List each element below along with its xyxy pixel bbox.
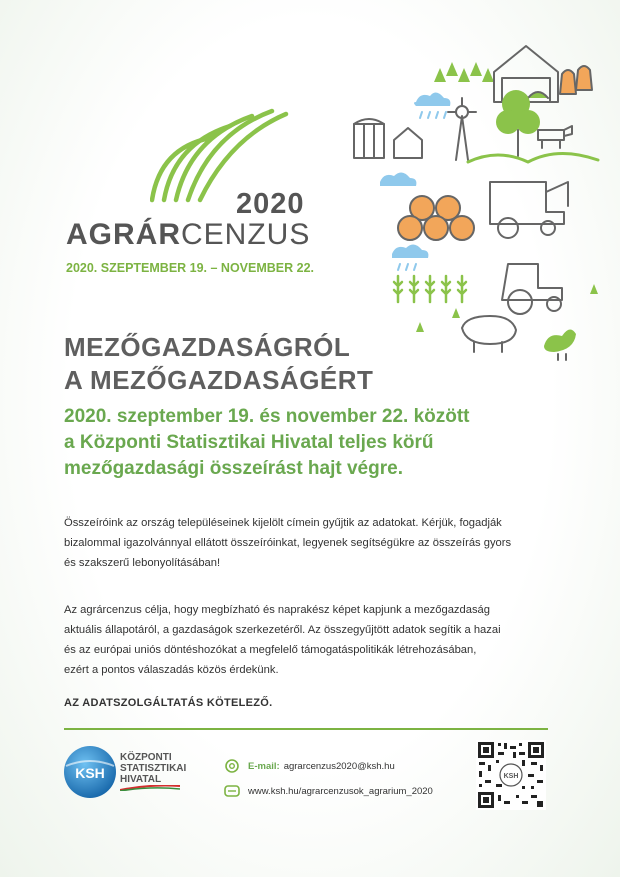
subhead-line-1: 2020. szeptember 19. és november 22. között — [64, 406, 470, 427]
ksh-name — [120, 752, 186, 785]
farm-illustration — [348, 32, 610, 372]
body-paragraph-2 — [64, 600, 554, 680]
subheadline — [64, 404, 470, 482]
para1-line: Összeíróink az ország településeinek kijelölt címein gyűjtik az adatokat. Kérjük, fogadják — [64, 517, 502, 529]
email-address[interactable]: agrarcenzus2020@ksh.hu — [283, 760, 395, 772]
ksh-badge-text: KSH — [75, 765, 105, 781]
para2-line: Az agrárcenzus célja, hogy megbízható és naprakész képet kapjunk a mezőgazdaság — [64, 604, 490, 616]
ksh-name-line: HIVATAL — [120, 774, 162, 785]
headline-line-1: MEZŐGAZDASÁGRÓL — [64, 332, 351, 362]
para2-line: ezért a pontos válaszadás közös érdekünk. — [64, 664, 279, 676]
headline — [64, 331, 373, 397]
ksh-flag-swoosh — [120, 785, 180, 791]
para1-line: bizalommal igazolvánnyal ellátott összeíróinkat, legyenek segítségükre az összeírás gyors — [64, 537, 512, 549]
contact-email — [224, 759, 395, 773]
logo-word-cenzus: CENZUS — [181, 218, 311, 251]
contact-web — [224, 784, 433, 798]
subhead-line-3: mezőgazdasági összeírást hajt végre. — [64, 458, 403, 479]
para1-line: és szakszerű lebonyolításában! — [64, 557, 221, 569]
divider — [64, 728, 548, 730]
website-link[interactable]: www.ksh.hu/agrarcenzusok_agrarium_2020 — [248, 785, 433, 797]
email-at-icon — [224, 759, 240, 773]
subhead-line-2: a Központi Statisztikai Hivatal teljes körű — [64, 432, 434, 453]
logo-dates: 2020. SZEPTEMBER 19. – NOVEMBER 22. — [66, 261, 315, 275]
web-icon — [224, 784, 240, 798]
ksh-name-line: STATISZTIKAI — [120, 763, 187, 774]
mandatory-notice: AZ ADATSZOLGÁLTATÁS KÖTELEZŐ. — [64, 697, 273, 709]
logo-word-agrar: AGRÁR — [66, 218, 181, 251]
para2-line: aktuális állapotáról, a gazdaságok szerkezetéről. Az összegyűjtött adatok segítik a hazai — [64, 624, 501, 636]
ksh-name-line: KÖZPONTI — [120, 752, 172, 763]
qr-badge-text: KSH — [503, 773, 519, 780]
body-paragraph-1 — [64, 513, 554, 573]
tree-row-icon — [434, 62, 494, 82]
logo-wordmark — [66, 218, 310, 252]
email-label: E-mail: — [248, 760, 280, 772]
headline-line-2: A MEZŐGAZDASÁGÉRT — [64, 365, 374, 395]
logo-year: 2020 — [236, 188, 305, 220]
ksh-logo — [62, 744, 118, 800]
qr-code[interactable] — [476, 740, 546, 810]
para2-line: és az európai uniós döntéshozókat a megfelelő támogatáspolitikák létrehozásában, — [64, 644, 477, 656]
